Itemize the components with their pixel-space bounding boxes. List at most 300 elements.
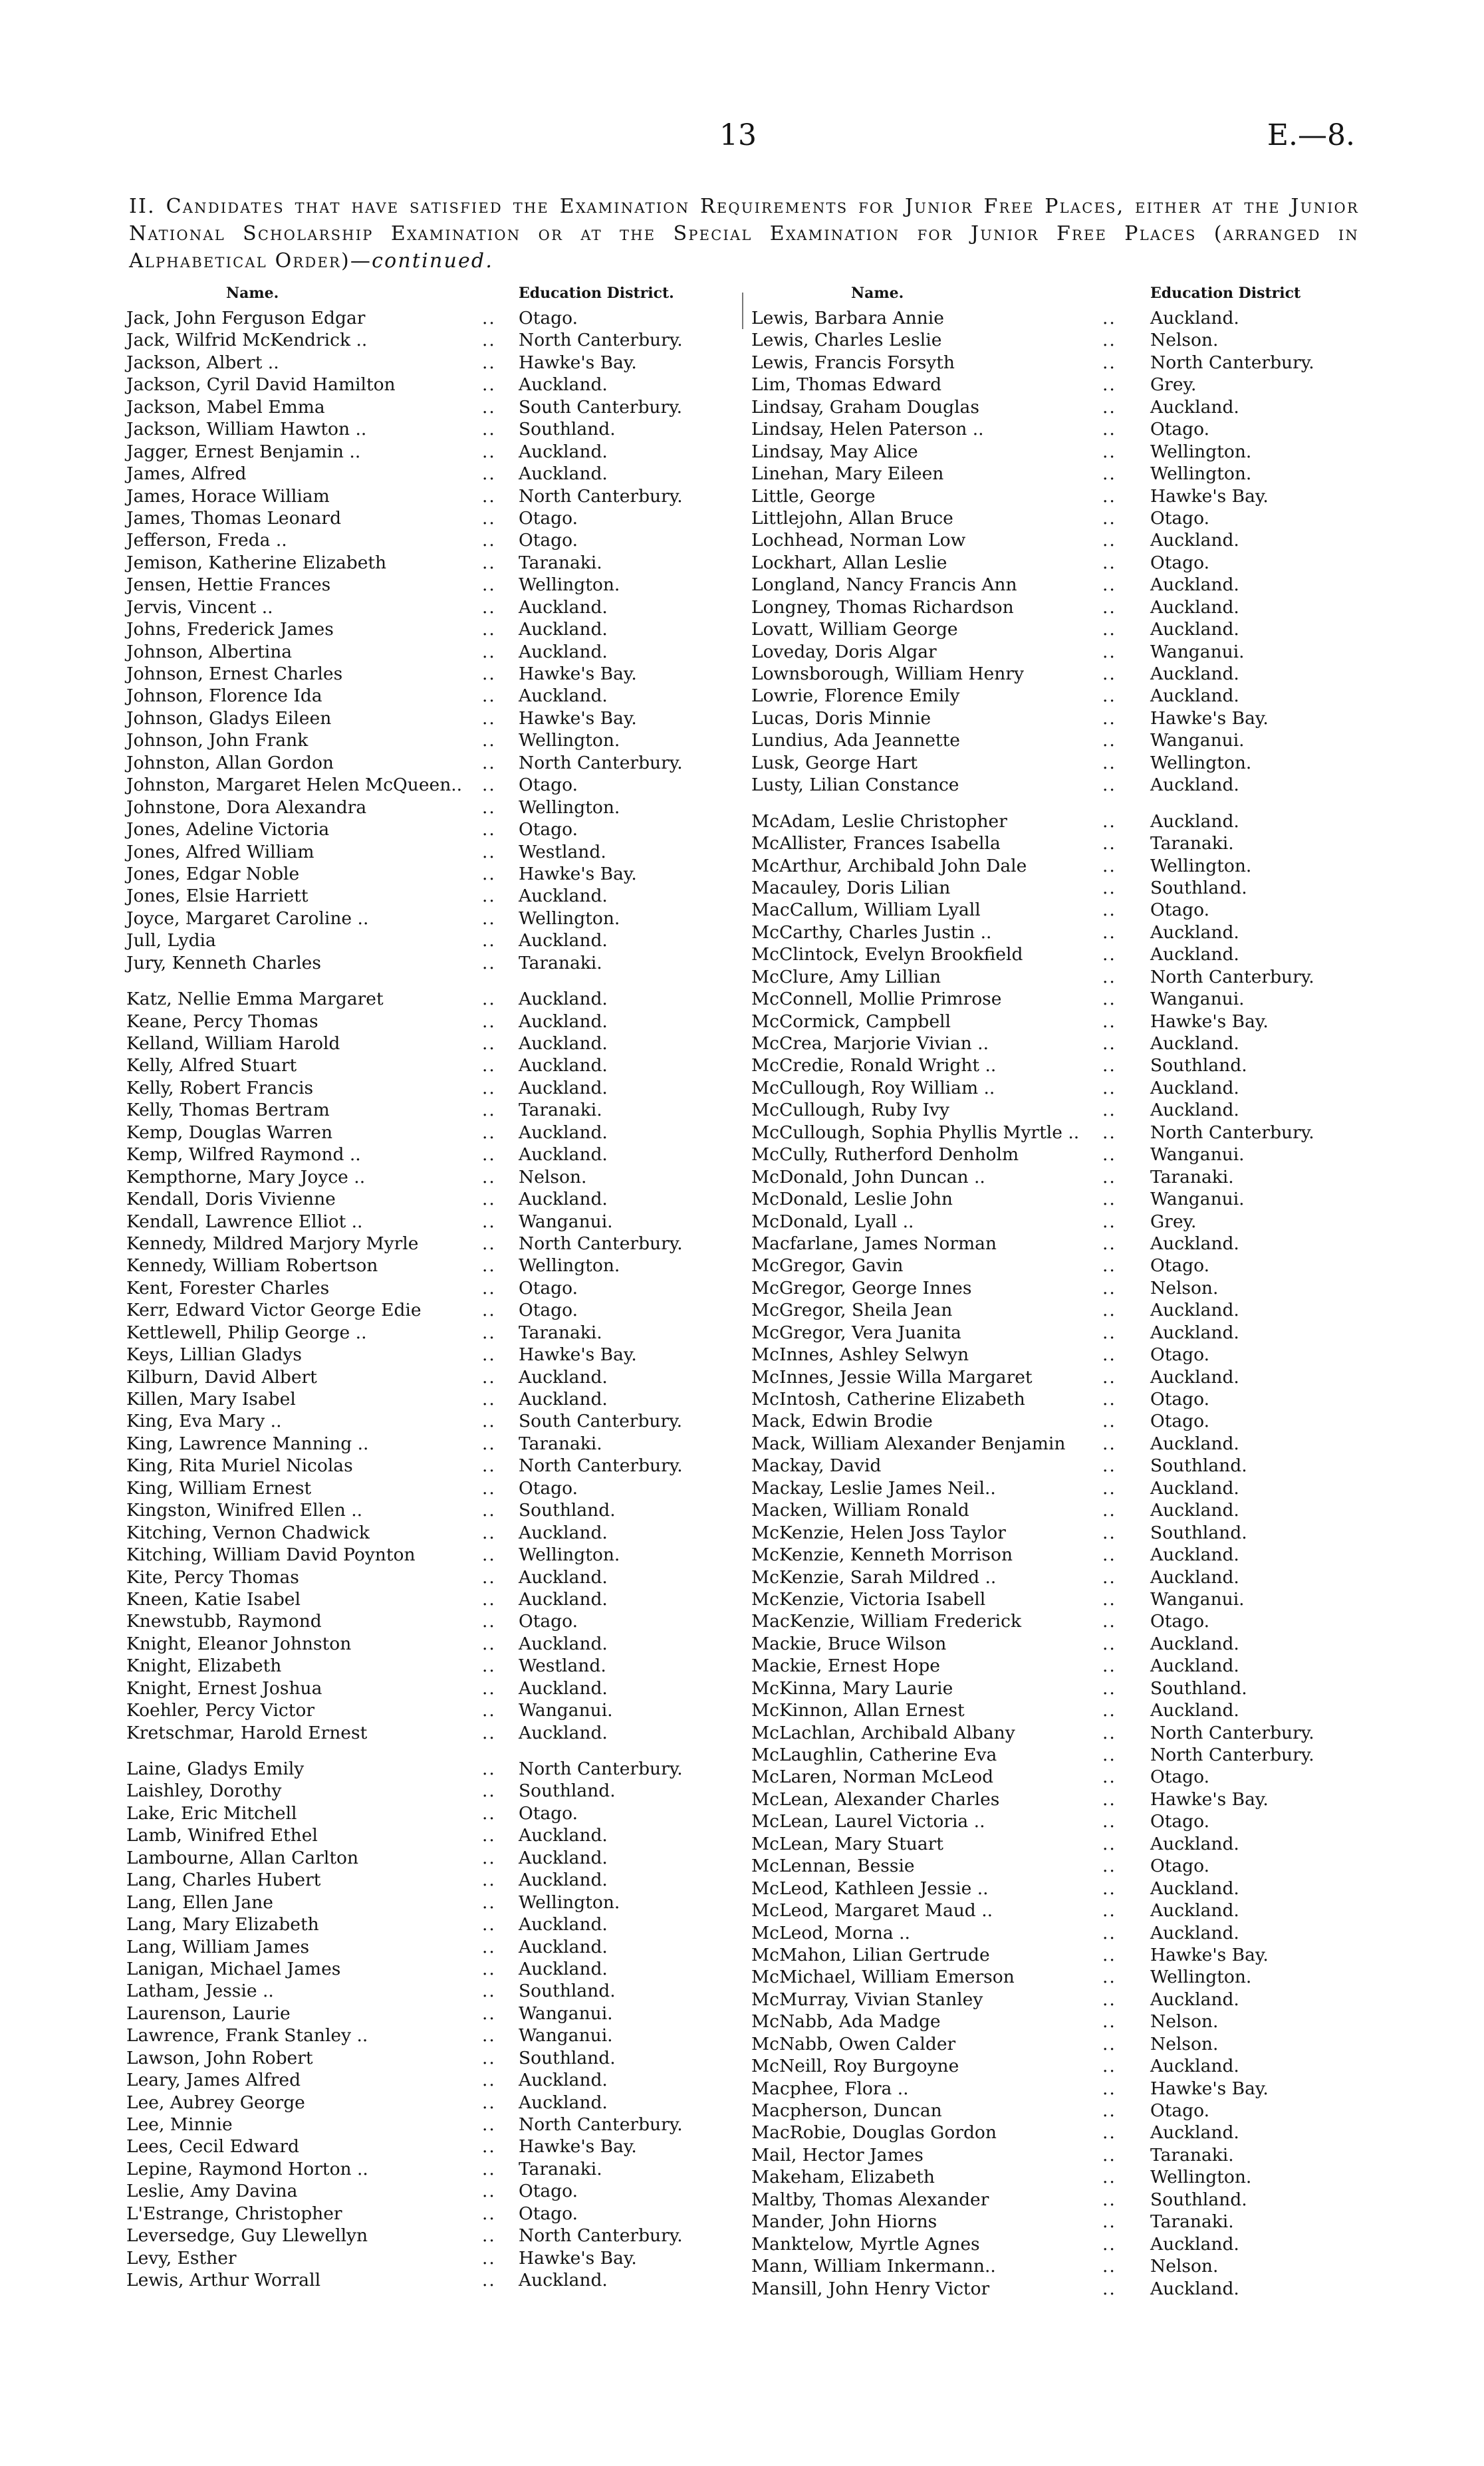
candidate-row <box>126 774 711 796</box>
education-district: Southland. <box>519 1500 616 1521</box>
leader-dots: .. <box>482 396 496 418</box>
candidate-name: Jull, Lydia <box>126 930 216 951</box>
leader-dots: .. <box>1102 1055 1116 1076</box>
leader-dots: .. <box>1102 374 1116 396</box>
leader-dots: .. <box>1102 685 1116 707</box>
candidate-row <box>126 2203 711 2225</box>
candidate-name: Longney, Thomas Richardson <box>751 596 1014 618</box>
candidate-name: McLachlan, Archibald Albany <box>751 1722 1015 1743</box>
candidate-row <box>751 1144 1356 1166</box>
candidate-row <box>126 1410 711 1432</box>
candidate-row <box>126 663 711 685</box>
leader-dots: .. <box>482 952 496 973</box>
candidate-row <box>751 2033 1356 2055</box>
candidate-row <box>126 418 711 440</box>
leader-dots: .. <box>482 797 496 818</box>
candidate-row <box>126 1011 711 1033</box>
leader-dots: .. <box>482 1677 496 1699</box>
candidate-row <box>126 929 711 951</box>
candidate-row <box>126 1722 711 1744</box>
candidate-name: Kelly, Robert Francis <box>126 1077 314 1098</box>
education-district: Southland. <box>1150 1455 1247 1477</box>
leader-dots: .. <box>482 1455 496 1477</box>
education-district: Otago. <box>1150 1767 1210 1788</box>
candidate-name: McLean, Alexander Charles <box>751 1788 1000 1810</box>
candidate-row <box>751 2078 1356 2100</box>
leader-dots: .. <box>482 1870 496 1891</box>
candidate-name: Knight, Eleanor Johnston <box>126 1633 352 1654</box>
candidate-row <box>751 1522 1356 1544</box>
candidate-row <box>751 988 1356 1010</box>
education-district: Auckland. <box>519 1122 608 1143</box>
candidate-name: McLean, Laurel Victoria .. <box>751 1811 985 1832</box>
candidate-name: McKinna, Mary Laurie <box>751 1677 953 1699</box>
candidate-name: McKenzie, Kenneth Morrison <box>751 1544 1013 1566</box>
leader-dots: .. <box>482 619 496 640</box>
leader-dots: .. <box>1102 1433 1116 1454</box>
candidate-name: MacRobie, Douglas Gordon <box>751 2122 997 2144</box>
candidate-row <box>126 1892 711 1913</box>
leader-dots: .. <box>482 2092 496 2113</box>
candidate-name: McCarthy, Charles Justin .. <box>751 922 992 943</box>
candidate-name: Lambourne, Allan Carlton <box>126 1847 359 1868</box>
candidate-row <box>126 574 711 596</box>
leader-dots: .. <box>1102 1344 1116 1366</box>
education-district: Taranaki. <box>519 2158 602 2179</box>
leader-dots: .. <box>1102 1522 1116 1543</box>
leader-dots: .. <box>482 1344 496 1366</box>
leader-dots: .. <box>482 1033 496 1054</box>
leader-dots: .. <box>482 1166 496 1187</box>
candidate-name: Longland, Nancy Francis Ann <box>751 574 1017 596</box>
leader-dots: .. <box>1102 1788 1116 1810</box>
leader-dots: .. <box>1102 1455 1116 1477</box>
leader-dots: .. <box>1102 1500 1116 1521</box>
candidate-row <box>751 1722 1356 1744</box>
candidate-name: Johnston, Allan Gordon <box>126 752 334 773</box>
leader-dots: .. <box>1102 664 1116 684</box>
leader-dots: .. <box>1102 1811 1116 1832</box>
education-district: Nelson. <box>519 1166 587 1187</box>
candidate-name: Linehan, Mary Eileen <box>751 463 944 485</box>
candidate-row <box>126 1655 711 1677</box>
leader-dots: .. <box>482 574 496 596</box>
education-district: Auckland. <box>519 1033 608 1054</box>
leader-dots: .. <box>1102 1389 1116 1410</box>
right-column <box>751 285 1356 2300</box>
candidate-name: Mansill, John Henry Victor <box>751 2278 990 2299</box>
candidate-row <box>751 441 1356 463</box>
candidate-name: Knight, Ernest Joshua <box>126 1677 322 1699</box>
education-district: Southland. <box>519 419 616 440</box>
leader-dots: .. <box>482 664 496 684</box>
education-district: Auckland. <box>1150 1322 1239 1343</box>
candidate-row <box>126 1847 711 1869</box>
candidate-row <box>126 1033 711 1054</box>
education-district: Taranaki. <box>1150 2211 1234 2233</box>
leader-dots: .. <box>1102 2167 1116 2188</box>
leader-dots: .. <box>1102 507 1116 529</box>
candidate-name: Lindsay, May Alice <box>751 441 918 462</box>
leader-dots: .. <box>482 419 496 440</box>
leader-dots: .. <box>482 2225 496 2247</box>
candidate-name: Little, George <box>751 485 876 507</box>
leader-dots: .. <box>482 1958 496 1979</box>
leader-dots: .. <box>482 2003 496 2024</box>
leader-dots: .. <box>1102 2256 1116 2277</box>
education-district: Otago. <box>519 308 578 328</box>
education-district: Wellington. <box>1150 2167 1252 2188</box>
left-column <box>126 285 711 2292</box>
candidate-row <box>751 1277 1356 1299</box>
candidate-name: Lownsborough, William Henry <box>751 664 1024 684</box>
candidate-row <box>751 2233 1356 2255</box>
leader-dots: .. <box>482 886 496 907</box>
candidate-name: Jensen, Hettie Frances <box>126 574 331 596</box>
leader-dots: .. <box>1102 1967 1116 1988</box>
leader-dots: .. <box>482 775 496 796</box>
education-district: Otago. <box>1150 900 1210 921</box>
candidate-name: Johnson, Florence Ida <box>126 685 322 707</box>
candidate-name: McCullough, Ruby Ivy <box>751 1100 949 1121</box>
education-district: Wanganui. <box>519 2025 613 2046</box>
candidate-row <box>126 1758 711 1780</box>
candidate-name: McGregor, Sheila Jean <box>751 1300 953 1321</box>
candidate-row <box>751 1211 1356 1233</box>
education-district: Wellington. <box>519 1892 620 1913</box>
education-district: Wellington. <box>519 730 620 751</box>
candidate-row <box>126 618 711 640</box>
leader-dots: .. <box>1102 833 1116 854</box>
candidate-name: McMichael, William Emerson <box>751 1967 1015 1988</box>
education-district: North Canterbury. <box>519 2114 683 2135</box>
candidate-row <box>751 552 1356 574</box>
education-district: Auckland. <box>519 1055 608 1076</box>
candidate-name: Lindsay, Helen Paterson .. <box>751 419 984 440</box>
education-district: North Canterbury. <box>1150 352 1314 373</box>
education-district: Hawke's Bay. <box>519 863 637 884</box>
candidate-row <box>126 729 711 751</box>
candidate-row <box>751 922 1356 943</box>
candidate-row <box>126 641 711 663</box>
candidate-name: Lim, Thomas Edward <box>751 374 942 396</box>
candidate-name: MacKenzie, William Frederick <box>751 1611 1022 1632</box>
candidate-row <box>126 707 711 729</box>
candidate-name: Lundius, Ada Jeannette <box>751 730 960 751</box>
candidate-name: Lang, Mary Elizabeth <box>126 1914 319 1935</box>
candidate-row <box>126 1633 711 1655</box>
leader-dots: .. <box>1102 330 1116 351</box>
candidate-name: McConnell, Mollie Primrose <box>751 989 1002 1010</box>
leader-dots: .. <box>482 1566 496 1588</box>
education-district: Auckland. <box>519 886 608 907</box>
leader-dots: .. <box>482 989 496 1010</box>
leader-dots: .. <box>1102 419 1116 440</box>
education-district: Auckland. <box>1150 596 1239 618</box>
education-district: Otago. <box>519 1477 578 1499</box>
leader-dots: .. <box>1102 855 1116 876</box>
candidate-name: Lepine, Raymond Horton .. <box>126 2158 368 2179</box>
candidate-row <box>126 1499 711 1521</box>
candidate-row <box>751 2189 1356 2211</box>
candidate-name: McNabb, Owen Calder <box>751 2033 956 2054</box>
candidate-row <box>126 1544 711 1566</box>
education-district: Wellington. <box>519 1544 620 1566</box>
education-district: Southland. <box>1150 1677 1247 1699</box>
candidate-row <box>126 885 711 907</box>
candidate-name: Kitching, Vernon Chadwick <box>126 1522 370 1543</box>
education-district: Auckland. <box>1150 1100 1239 1121</box>
candidate-name: Lawson, John Robert <box>126 2047 313 2068</box>
education-district: Auckland. <box>519 463 608 485</box>
leader-dots: .. <box>482 507 496 529</box>
education-district: Hawke's Bay. <box>1150 707 1269 729</box>
leader-dots: .. <box>482 841 496 862</box>
candidate-row <box>126 2114 711 2136</box>
candidate-row <box>126 1344 711 1366</box>
education-district: Auckland. <box>1150 1656 1239 1677</box>
education-district: Southland. <box>519 2047 616 2068</box>
leader-dots: .. <box>1102 1656 1116 1677</box>
leader-dots: .. <box>482 1233 496 1254</box>
leader-dots: .. <box>1102 1566 1116 1588</box>
leader-dots: .. <box>482 1389 496 1410</box>
education-district: Auckland. <box>1150 2278 1239 2299</box>
education-district: Southland. <box>519 1781 616 1802</box>
candidate-row <box>751 1054 1356 1076</box>
candidate-name: Loveday, Doris Algar <box>751 641 937 662</box>
candidate-row <box>751 1922 1356 1944</box>
education-district: Grey. <box>1150 374 1197 396</box>
candidate-name: Katz, Nellie Emma Margaret <box>126 989 384 1010</box>
leader-dots: .. <box>482 1981 496 2002</box>
candidate-row <box>751 1499 1356 1521</box>
candidate-name: Jack, Wilfrid McKendrick .. <box>126 330 368 351</box>
candidate-name: Jones, Alfred William <box>126 841 314 862</box>
candidate-row <box>751 1833 1356 1855</box>
candidate-row <box>751 1410 1356 1432</box>
leader-dots: .. <box>1102 2100 1116 2121</box>
leader-dots: .. <box>1102 1833 1116 1854</box>
education-district: Nelson. <box>1150 330 1219 351</box>
candidate-row <box>751 2278 1356 2300</box>
candidate-row <box>751 507 1356 529</box>
candidate-name: McLaren, Norman McLeod <box>751 1767 994 1788</box>
education-district: Auckland. <box>1150 1366 1239 1388</box>
education-district: Auckland. <box>1150 1989 1239 2010</box>
name-header: Name. <box>851 285 904 302</box>
candidate-name: Kempthorne, Mary Joyce .. <box>126 1166 366 1187</box>
candidate-row <box>751 1344 1356 1366</box>
leader-dots: .. <box>1102 2033 1116 2054</box>
candidate-row <box>126 2247 711 2269</box>
leader-dots: .. <box>1102 2233 1116 2255</box>
leader-dots: .. <box>1102 900 1116 921</box>
education-district: Wellington. <box>1150 752 1252 773</box>
leader-dots: .. <box>1102 1277 1116 1298</box>
candidate-name: Johnson, John Frank <box>126 730 309 751</box>
education-district: Auckland. <box>1150 1833 1239 1854</box>
education-district: Auckland. <box>1150 1922 1239 1943</box>
leader-dots: .. <box>482 308 496 328</box>
leader-dots: .. <box>482 1477 496 1499</box>
education-district: Otago. <box>1150 1811 1210 1832</box>
candidate-row <box>751 1810 1356 1832</box>
education-district: Otago. <box>1150 1611 1210 1632</box>
candidate-name: James, Horace William <box>126 485 330 507</box>
candidate-name: McGregor, Gavin <box>751 1255 904 1277</box>
candidate-row <box>751 966 1356 988</box>
leader-dots: .. <box>1102 2011 1116 2033</box>
leader-dots: .. <box>482 1100 496 1121</box>
candidate-row <box>751 596 1356 618</box>
candidate-name: Leslie, Amy Davina <box>126 2181 298 2202</box>
left-column-header <box>126 285 711 307</box>
candidate-row <box>751 529 1356 551</box>
candidate-name: Laishley, Dorothy <box>126 1781 282 1802</box>
leader-dots: .. <box>1102 2078 1116 2099</box>
candidate-row <box>751 1610 1356 1632</box>
candidate-row <box>126 1322 711 1344</box>
leader-dots: .. <box>482 1700 496 1721</box>
candidate-row <box>751 1944 1356 1966</box>
candidate-name: Kendall, Doris Vivienne <box>126 1189 336 1210</box>
education-district: Taranaki. <box>519 552 602 573</box>
leader-dots: .. <box>1102 530 1116 551</box>
candidate-row <box>751 1878 1356 1900</box>
leader-dots: .. <box>1102 2278 1116 2299</box>
education-district: Taranaki. <box>519 1100 602 1121</box>
candidate-name: Jervis, Vincent .. <box>126 596 273 618</box>
candidate-name: Mackie, Bruce Wilson <box>751 1633 947 1654</box>
candidate-name: McLean, Mary Stuart <box>751 1833 943 1854</box>
candidate-name: McKenzie, Helen Joss Taylor <box>751 1522 1006 1543</box>
candidate-row <box>126 908 711 929</box>
education-district: Otago. <box>519 775 578 796</box>
group-gap <box>126 1744 711 1758</box>
education-district: Auckland. <box>1150 1300 1239 1321</box>
candidate-name: Lewis, Barbara Annie <box>751 308 944 328</box>
leader-dots: .. <box>482 641 496 662</box>
education-district: North Canterbury. <box>519 1233 683 1254</box>
education-district: Auckland. <box>1150 1700 1239 1721</box>
candidate-name: McCredie, Ronald Wright .. <box>751 1055 997 1076</box>
education-district: Taranaki. <box>1150 2144 1234 2165</box>
education-district: Auckland. <box>519 1566 608 1588</box>
education-district: Auckland. <box>519 1633 608 1654</box>
candidate-name: McAllister, Frances Isabella <box>751 833 1001 854</box>
candidate-row <box>751 1744 1356 1766</box>
education-district: Auckland. <box>1150 1900 1239 1921</box>
leader-dots: .. <box>482 1277 496 1298</box>
leader-dots: .. <box>482 2114 496 2135</box>
leader-dots: .. <box>482 1611 496 1632</box>
candidate-row <box>751 2211 1356 2233</box>
leader-dots: .. <box>1102 574 1116 596</box>
leader-dots: .. <box>482 1802 496 1824</box>
candidate-row <box>751 1900 1356 1921</box>
leader-dots: .. <box>482 374 496 396</box>
candidate-name: Mail, Hector James <box>751 2144 924 2165</box>
education-district: Hawke's Bay. <box>1150 1944 1269 1965</box>
candidate-name: Johnston, Margaret Helen McQueen.. <box>126 775 463 796</box>
leader-dots: .. <box>482 863 496 884</box>
candidate-name: McGregor, Vera Juanita <box>751 1322 961 1343</box>
education-district: Westland. <box>519 841 606 862</box>
candidate-row <box>751 1011 1356 1033</box>
candidate-name: Lanigan, Michael James <box>126 1958 341 1979</box>
education-district: Wanganui. <box>519 1211 613 1232</box>
candidate-row <box>126 529 711 551</box>
leader-dots: .. <box>1102 485 1116 507</box>
candidate-name: King, William Ernest <box>126 1477 312 1499</box>
candidate-name: Johns, Frederick James <box>126 619 334 640</box>
candidate-row <box>751 855 1356 877</box>
candidate-name: McNeill, Roy Burgoyne <box>751 2056 959 2077</box>
education-district: Wanganui. <box>1150 1588 1245 1610</box>
candidate-name: Kingston, Winifred Ellen .. <box>126 1500 363 1521</box>
candidate-name: Laine, Gladys Emily <box>126 1759 305 1779</box>
education-district: Nelson. <box>1150 2033 1219 2054</box>
leader-dots: .. <box>482 530 496 551</box>
education-district: Auckland. <box>519 1936 608 1957</box>
education-district: Auckland. <box>519 2270 608 2291</box>
education-district: Auckland. <box>1150 2122 1239 2144</box>
education-district: Auckland. <box>519 1677 608 1699</box>
candidate-name: McDonald, John Duncan .. <box>751 1166 985 1187</box>
education-district: Wellington. <box>1150 1967 1252 1988</box>
candidate-name: McKenzie, Victoria Isabell <box>751 1588 986 1610</box>
leader-dots: .. <box>1102 619 1116 640</box>
candidate-name: Latham, Jessie .. <box>126 1981 274 2002</box>
education-district: Auckland. <box>1150 685 1239 707</box>
education-district: North Canterbury. <box>519 1455 683 1477</box>
leader-dots: .. <box>1102 1677 1116 1699</box>
candidate-name: Johnson, Albertina <box>126 641 293 662</box>
education-district: Southland. <box>1150 1522 1247 1543</box>
leader-dots: .. <box>1102 1322 1116 1343</box>
leader-dots: .. <box>1102 552 1116 573</box>
education-district: Hawke's Bay. <box>519 352 637 373</box>
education-district: Auckland. <box>1150 944 1239 965</box>
candidate-name: Jury, Kenneth Charles <box>126 952 321 973</box>
leader-dots: .. <box>1102 1745 1116 1765</box>
leader-dots: .. <box>482 2025 496 2046</box>
leader-dots: .. <box>1102 775 1116 796</box>
candidate-row <box>751 1966 1356 1988</box>
education-district: Wanganui. <box>1150 1189 1245 1210</box>
candidate-name: Lusty, Lilian Constance <box>751 775 959 796</box>
leader-dots: .. <box>1102 2189 1116 2210</box>
candidate-row <box>751 707 1356 729</box>
candidate-name: Jackson, Cyril David Hamilton <box>126 374 396 396</box>
education-district: Auckland. <box>1150 1878 1239 1899</box>
leader-dots: .. <box>1102 1544 1116 1566</box>
candidate-row <box>126 1477 711 1499</box>
candidate-name: Macken, William Ronald <box>751 1500 969 1521</box>
candidate-row <box>751 396 1356 418</box>
leader-dots: .. <box>1102 2122 1116 2144</box>
candidate-name: Kneen, Katie Isabel <box>126 1588 301 1610</box>
education-district: Auckland. <box>1150 308 1239 328</box>
education-district: North Canterbury. <box>1150 1745 1314 1765</box>
candidate-name: James, Alfred <box>126 463 247 485</box>
candidate-row <box>126 1188 711 1210</box>
candidate-row <box>126 552 711 574</box>
education-district: Taranaki. <box>519 1433 602 1454</box>
education-district: Otago. <box>1150 2100 1210 2121</box>
education-district: Otago. <box>519 1277 578 1298</box>
